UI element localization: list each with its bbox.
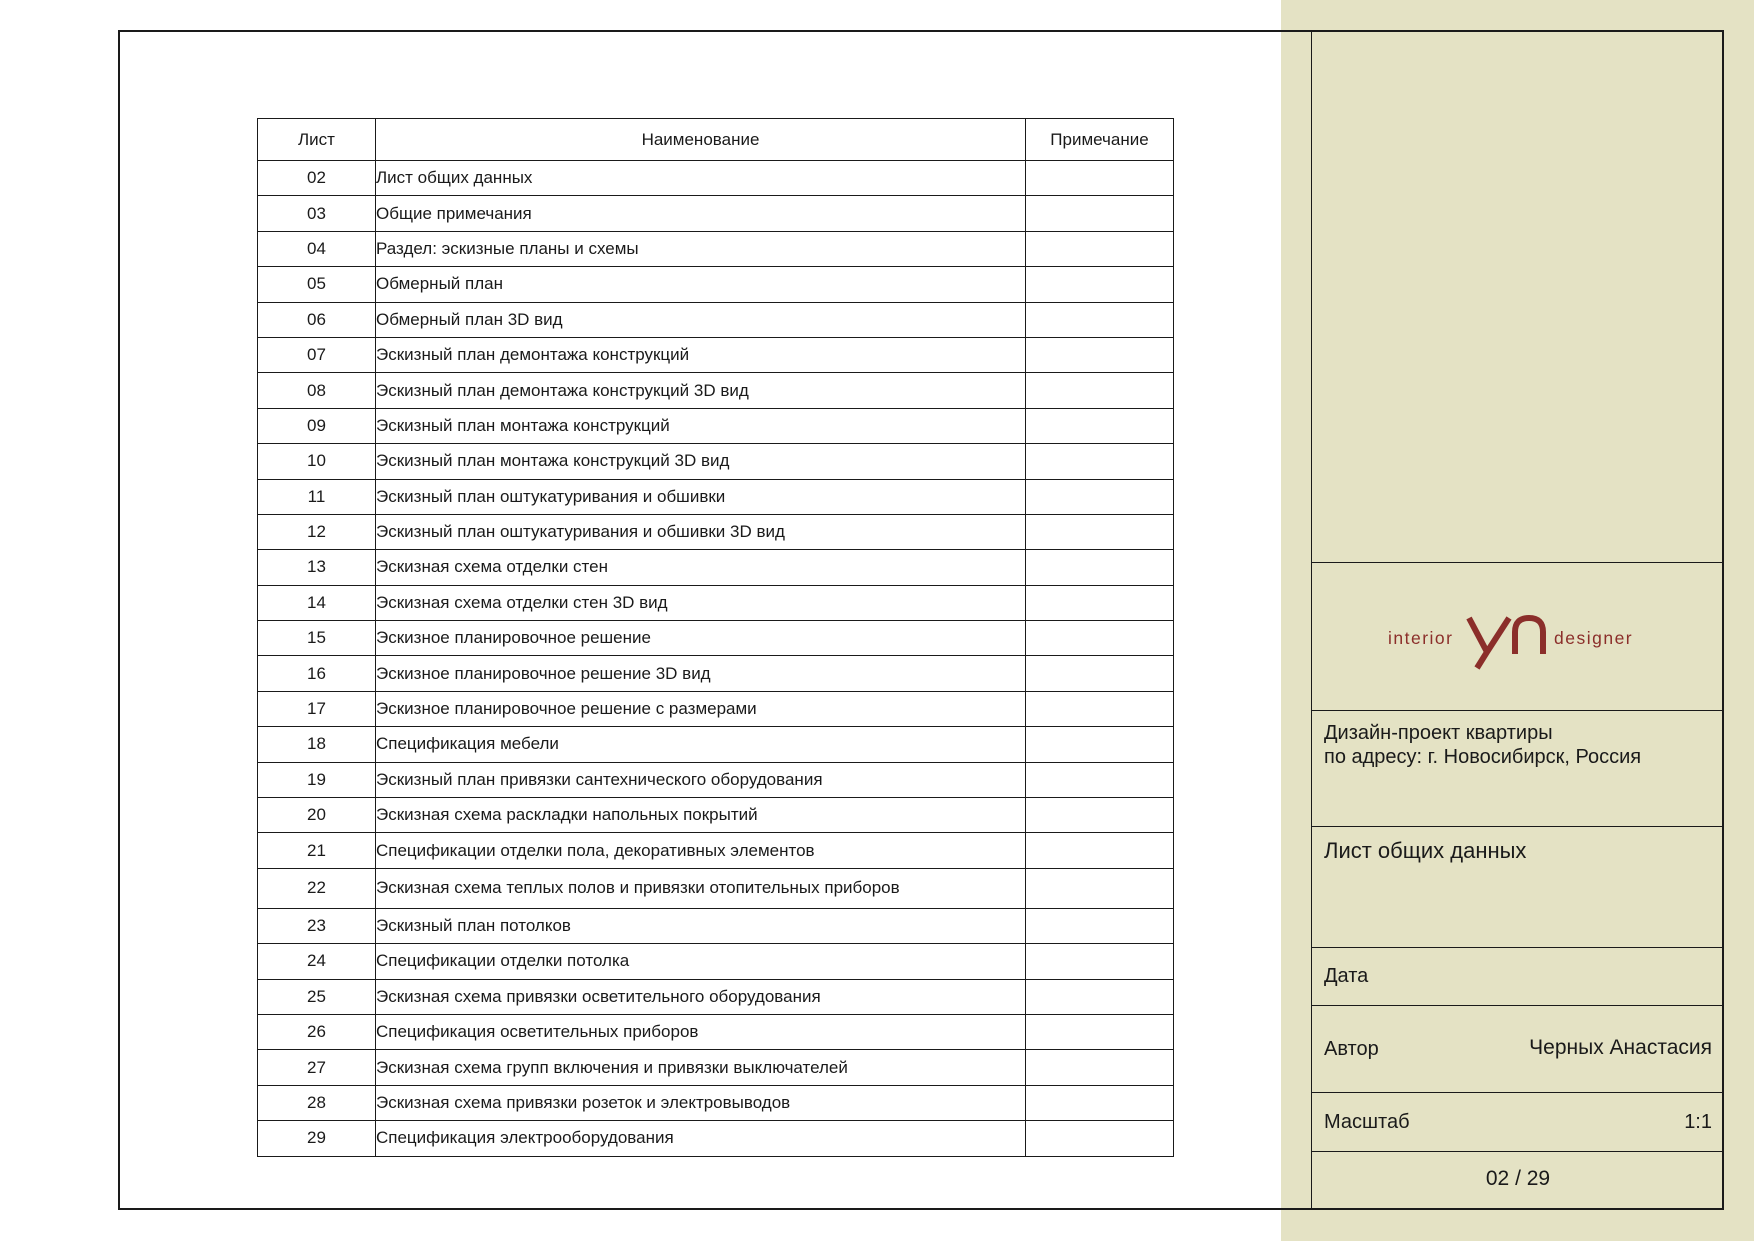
sheet-name-cell: Эскизное планировочное решение 3D вид bbox=[376, 656, 1026, 691]
table-row bbox=[258, 621, 1174, 656]
sheet-index-table bbox=[257, 118, 1174, 1157]
sheet-name-cell: Эскизный план демонтажа конструкций bbox=[376, 337, 1026, 372]
sheet-name-cell: Общие примечания bbox=[376, 196, 1026, 231]
project-title-line1: Дизайн-проект квартиры bbox=[1324, 722, 1553, 744]
column-header-name: Наименование bbox=[376, 119, 1026, 161]
sheet-name-cell: Эскизный план монтажа конструкций bbox=[376, 408, 1026, 443]
sheet-name-cell: Эскизный план оштукатуривания и обшивки bbox=[376, 479, 1026, 514]
sheet-name-cell: Обмерный план bbox=[376, 267, 1026, 302]
sheet-name-cell: Эскизный план потолков bbox=[376, 908, 1026, 943]
sheet-number-cell: 12 bbox=[258, 514, 376, 549]
sheet-note-cell bbox=[1026, 944, 1174, 979]
scale-value: 1:1 bbox=[1684, 1111, 1712, 1133]
sheet-note-cell bbox=[1026, 161, 1174, 196]
sheet-number-cell: 07 bbox=[258, 337, 376, 372]
table-row bbox=[258, 231, 1174, 266]
sheet-number-cell: 13 bbox=[258, 550, 376, 585]
divider bbox=[1312, 710, 1724, 711]
sheet-note-cell bbox=[1026, 550, 1174, 585]
sheet-note-cell bbox=[1026, 798, 1174, 833]
sheet-number-cell: 03 bbox=[258, 196, 376, 231]
yn-monogram-icon bbox=[1463, 606, 1553, 670]
table-row bbox=[258, 373, 1174, 408]
divider bbox=[1312, 1005, 1724, 1006]
date-label: Дата bbox=[1324, 965, 1369, 987]
sheet-name-cell: Эскизная схема групп включения и привязки выключателей bbox=[376, 1050, 1026, 1085]
sheet-name-cell: Спецификация электрооборудования bbox=[376, 1121, 1026, 1156]
sheet-number-cell: 02 bbox=[258, 161, 376, 196]
sheet-note-cell bbox=[1026, 868, 1174, 908]
sheet-number-cell: 26 bbox=[258, 1014, 376, 1049]
sheet-note-cell bbox=[1026, 691, 1174, 726]
sheet-note-cell bbox=[1026, 1050, 1174, 1085]
sheet-name-cell: Эскизная схема раскладки напольных покрытий bbox=[376, 798, 1026, 833]
table-row bbox=[258, 479, 1174, 514]
table-row bbox=[258, 444, 1174, 479]
sheet-number-cell: 23 bbox=[258, 908, 376, 943]
sheet-note-cell bbox=[1026, 408, 1174, 443]
sheet-name-cell: Спецификации отделки потолка bbox=[376, 944, 1026, 979]
sheet-title: Лист общих данных bbox=[1324, 838, 1527, 863]
sheet-name-cell: Эскизный план привязки сантехнического оборудования bbox=[376, 762, 1026, 797]
sheet-note-cell bbox=[1026, 337, 1174, 372]
sheet-note-cell bbox=[1026, 302, 1174, 337]
divider bbox=[1312, 562, 1724, 563]
sheet-name-cell: Спецификация мебели bbox=[376, 727, 1026, 762]
table-row bbox=[258, 550, 1174, 585]
divider bbox=[1312, 947, 1724, 948]
table-row bbox=[258, 798, 1174, 833]
sheet-name-cell: Эскизный план демонтажа конструкций 3D вид bbox=[376, 373, 1026, 408]
sheet-number-cell: 21 bbox=[258, 833, 376, 868]
sheet-note-cell bbox=[1026, 585, 1174, 620]
sheet-note-cell bbox=[1026, 1085, 1174, 1120]
table-row bbox=[258, 267, 1174, 302]
table-row bbox=[258, 1121, 1174, 1156]
table-row bbox=[258, 408, 1174, 443]
sheet-number-cell: 25 bbox=[258, 979, 376, 1014]
sheet-note-cell bbox=[1026, 908, 1174, 943]
sheet-name-cell: Раздел: эскизные планы и схемы bbox=[376, 231, 1026, 266]
table-row bbox=[258, 514, 1174, 549]
sheet-name-cell: Эскизная схема привязки розеток и электровыводов bbox=[376, 1085, 1026, 1120]
table-row bbox=[258, 691, 1174, 726]
divider bbox=[1312, 1151, 1724, 1152]
sheet-name-cell: Эскизная схема отделки стен 3D вид bbox=[376, 585, 1026, 620]
table-row bbox=[258, 979, 1174, 1014]
sheet-name-cell: Эскизная схема теплых полов и привязки отопительных приборов bbox=[376, 868, 1026, 908]
sheet-name-cell: Эскизное планировочное решение bbox=[376, 621, 1026, 656]
page-number: 02 / 29 bbox=[1485, 1167, 1551, 1190]
sheet-number-cell: 11 bbox=[258, 479, 376, 514]
sheet-number-cell: 22 bbox=[258, 868, 376, 908]
table-row bbox=[258, 868, 1174, 908]
table-row bbox=[258, 302, 1174, 337]
sheet-name-cell: Эскизная схема привязки осветительного оборудования bbox=[376, 979, 1026, 1014]
divider bbox=[1312, 826, 1724, 827]
sheet-number-cell: 24 bbox=[258, 944, 376, 979]
sheet-note-cell bbox=[1026, 1014, 1174, 1049]
sheet-number-cell: 19 bbox=[258, 762, 376, 797]
divider bbox=[1312, 1092, 1724, 1093]
table-row bbox=[258, 1085, 1174, 1120]
sheet-note-cell bbox=[1026, 267, 1174, 302]
sheet-name-cell: Спецификации отделки пола, декоративных элементов bbox=[376, 833, 1026, 868]
column-header-note: Примечание bbox=[1026, 119, 1174, 161]
sheet-note-cell bbox=[1026, 621, 1174, 656]
table-row bbox=[258, 585, 1174, 620]
sheet-number-cell: 28 bbox=[258, 1085, 376, 1120]
sheet-note-cell bbox=[1026, 762, 1174, 797]
project-title-line2: по адресу: г. Новосибирск, Россия bbox=[1324, 746, 1642, 768]
sheet-number-cell: 05 bbox=[258, 267, 376, 302]
table-row bbox=[258, 833, 1174, 868]
sheet-note-cell bbox=[1026, 196, 1174, 231]
table-row bbox=[258, 337, 1174, 372]
column-header-sheet: Лист bbox=[258, 119, 376, 161]
table-row bbox=[258, 161, 1174, 196]
sheet-name-cell: Лист общих данных bbox=[376, 161, 1026, 196]
sheet-note-cell bbox=[1026, 833, 1174, 868]
sheet-note-cell bbox=[1026, 479, 1174, 514]
sheet-note-cell bbox=[1026, 444, 1174, 479]
sheet-number-cell: 15 bbox=[258, 621, 376, 656]
table-row bbox=[258, 727, 1174, 762]
sheet-number-cell: 06 bbox=[258, 302, 376, 337]
sheet-note-cell bbox=[1026, 231, 1174, 266]
sheet-number-cell: 18 bbox=[258, 727, 376, 762]
sheet-note-cell bbox=[1026, 979, 1174, 1014]
sheet-number-cell: 09 bbox=[258, 408, 376, 443]
table-row bbox=[258, 1050, 1174, 1085]
sheet-note-cell bbox=[1026, 656, 1174, 691]
table-row bbox=[258, 196, 1174, 231]
sheet-name-cell: Эскизный план монтажа конструкций 3D вид bbox=[376, 444, 1026, 479]
table-row bbox=[258, 908, 1174, 943]
sheet-name-cell: Обмерный план 3D вид bbox=[376, 302, 1026, 337]
scale-label: Масштаб bbox=[1324, 1111, 1410, 1133]
table-header-row bbox=[258, 119, 1174, 161]
sheet-note-cell bbox=[1026, 514, 1174, 549]
sheet-number-cell: 10 bbox=[258, 444, 376, 479]
sheet-name-cell: Эскизный план оштукатуривания и обшивки 3D вид bbox=[376, 514, 1026, 549]
brand-logo bbox=[1388, 600, 1648, 675]
sheet-number-cell: 29 bbox=[258, 1121, 376, 1156]
table-row bbox=[258, 762, 1174, 797]
table-row bbox=[258, 1014, 1174, 1049]
sheet-number-cell: 20 bbox=[258, 798, 376, 833]
logo-word-designer: designer bbox=[1554, 628, 1634, 648]
author-value: Черных Анастасия bbox=[1529, 1036, 1712, 1059]
sheet-note-cell bbox=[1026, 727, 1174, 762]
logo-word-interior: interior bbox=[1388, 628, 1454, 648]
sheet-number-cell: 27 bbox=[258, 1050, 376, 1085]
sheet-number-cell: 04 bbox=[258, 231, 376, 266]
sheet-name-cell: Эскизная схема отделки стен bbox=[376, 550, 1026, 585]
sheet-note-cell bbox=[1026, 373, 1174, 408]
table-row bbox=[258, 656, 1174, 691]
table-row bbox=[258, 944, 1174, 979]
sheet-number-cell: 14 bbox=[258, 585, 376, 620]
author-label: Автор bbox=[1324, 1038, 1379, 1060]
sheet-name-cell: Эскизное планировочное решение с размерами bbox=[376, 691, 1026, 726]
sheet-name-cell: Спецификация осветительных приборов bbox=[376, 1014, 1026, 1049]
sheet-number-cell: 08 bbox=[258, 373, 376, 408]
sheet-note-cell bbox=[1026, 1121, 1174, 1156]
sheet-number-cell: 17 bbox=[258, 691, 376, 726]
sheet-number-cell: 16 bbox=[258, 656, 376, 691]
